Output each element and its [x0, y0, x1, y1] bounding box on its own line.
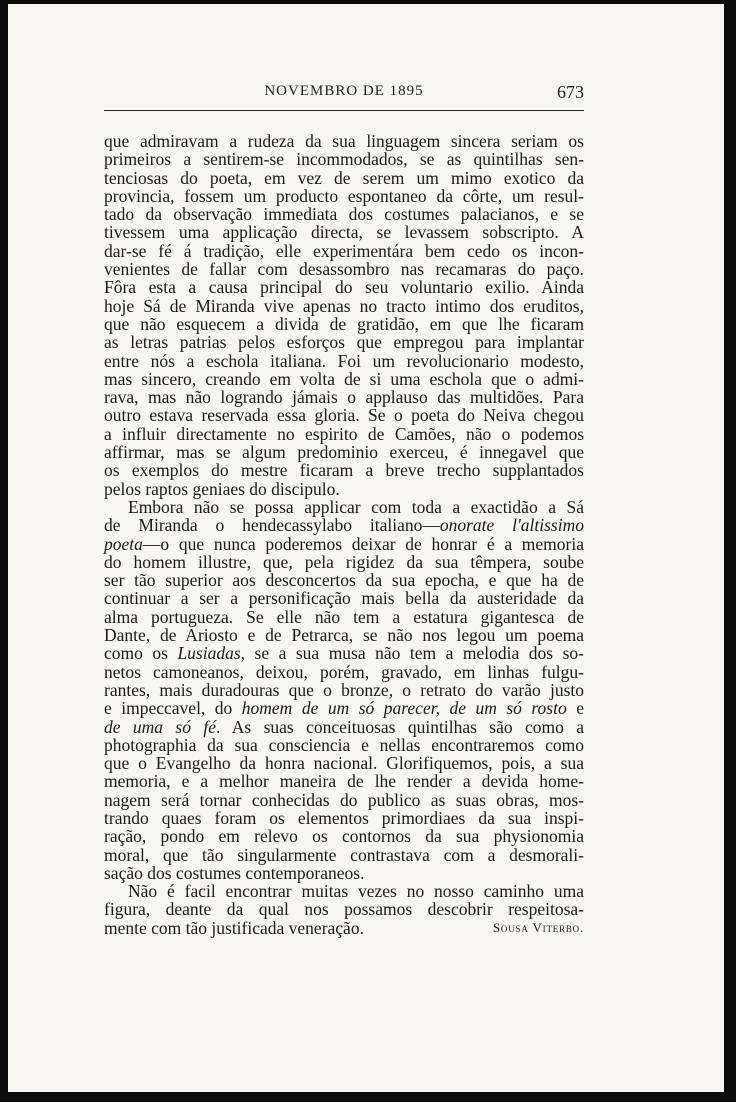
text-line: tado da observação immediata dos costumes palacianos, e se — [104, 204, 584, 225]
text-line: a influir directamente no espirito de Camões, não o podemos — [104, 423, 584, 444]
running-title: NOVEMBRO DE 1895 — [264, 83, 424, 99]
text-line: rava, mas não logrando jámais o applauso das multidões. Para — [104, 387, 584, 408]
text-line: Não é facil encontrar muitas vezes no nosso caminho uma — [128, 881, 584, 902]
text-line: primeiros a sentirem-se incommodados, se as quintilhas sen- — [104, 149, 584, 170]
text-line: nagem será tornar conhecidas do publico as suas obras, mos- — [104, 789, 584, 810]
text-run: de Miranda o hendecassylabo italiano— — [104, 515, 440, 536]
text-line: ser tão superior aos desconcertos da sua epocha, e que ha de — [104, 570, 584, 591]
text-line: entre nós a eschola italiana. Foi um revolucionario modesto, — [104, 350, 584, 371]
text-line: as letras patrias pelos esforços que empregou para implantar — [104, 332, 584, 353]
text-line: alma portugueza. Se elle não tem a estatura gigantesca de — [104, 606, 584, 627]
text-line: mas sincero, creando em volta de si uma eschola que o admi- — [104, 368, 584, 389]
text-run: —o que nunca poderemos deixar de honrar é a memoria — [142, 533, 584, 554]
closing-line — [104, 919, 584, 937]
page-header — [104, 83, 584, 107]
text-line: tenciosas do poeta, em vez de serem um mimo exotico da — [104, 167, 584, 188]
italic-quote: onorate l'altissimo — [439, 515, 584, 536]
text-line — [104, 718, 584, 736]
text-line: que admiravam a rudeza da sua linguagem sincera seriam os — [104, 131, 584, 151]
text-line: que o Evangelho da honra nacional. Glorifiquemos, pois, a sua — [104, 753, 584, 774]
text-line: figura, deante da qual nos possamos descobrir respeitosa- — [104, 899, 584, 920]
text-line: hoje Sá de Miranda vive apenas no tracto intimo dos eruditos, — [104, 295, 584, 316]
paragraph-2 — [104, 498, 584, 882]
author-signature: Sousa Viterbo. — [492, 919, 584, 935]
text-line: Dante, de Ariosto e de Petrarca, se não nos legou um poema — [104, 625, 584, 646]
text-line — [104, 535, 584, 553]
text-run: como os — [104, 643, 178, 664]
text-line: outro estava reservada essa gloria. Se o poeta do Neiva chegou — [104, 405, 584, 426]
text-line: venientes de fallar com desassombro nas recamaras do paço. — [104, 259, 584, 280]
text-line: netos camoneanos, deixou, porém, gravado, em linhas fulgu- — [104, 661, 584, 682]
text-line: affirmar, mas se algum predominio exerceu, é innegavel que — [104, 442, 584, 463]
text-run: e impeccavel, do — [104, 698, 242, 719]
text-run: e — [566, 698, 584, 719]
text-line: continuar a ser a personificação mais bella da austeridade da — [104, 588, 584, 609]
text-line: pelos raptos geniaes do discipulo. — [104, 478, 340, 499]
text-line: dar-se fé á tradição, elle experimentára bem cedo os incon- — [104, 240, 584, 261]
text-line — [104, 644, 584, 662]
text-line — [104, 699, 584, 717]
text-line: os exemplos do mestre ficaram a breve trecho supplantados — [104, 460, 584, 481]
text-line: Fôra esta a causa principal do seu voluntario exilio. Ainda — [104, 277, 584, 298]
text-line: mente com tão justificada veneração. — [104, 917, 364, 938]
book-page — [8, 4, 724, 1092]
text-line: sação dos costumes contemporaneos. — [104, 862, 365, 883]
italic-quote: poeta — [104, 533, 143, 554]
article-body — [104, 132, 584, 937]
text-run: . As suas conceituosas quintilhas são como a — [215, 716, 584, 737]
text-run: , se a sua musa não tem a melodia dos so- — [240, 643, 584, 664]
text-line — [104, 516, 584, 534]
italic-title: Lusiadas — [177, 643, 241, 664]
text-line: do homem illustre, que, pela rigidez da sua têmpera, soube — [104, 551, 584, 572]
paragraph-3 — [104, 882, 584, 937]
text-line: memoria, e a melhor maneira de lhe render a devida home- — [104, 771, 584, 792]
text-line: trando quaes foram os elementos primordiaes da sua inspi- — [104, 807, 584, 828]
italic-quote: homem de um só parecer, de um só rosto — [241, 698, 567, 719]
text-line: provincia, fossem um producto espontaneo da côrte, um resul- — [104, 185, 584, 206]
text-line: ração, pondo em relevo os contornos da sua physionomia — [104, 826, 584, 847]
text-line: photographia da sua consciencia e nellas encontraremos como — [104, 734, 584, 755]
text-line: moral, que tão singularmente contrastava com a desmorali- — [104, 844, 584, 865]
italic-quote: de uma só fé — [104, 716, 216, 737]
text-line: rantes, mais duradouras que o bronze, o retrato do varão justo — [104, 679, 584, 700]
header-rule — [104, 110, 584, 111]
page-number: 673 — [557, 82, 584, 102]
text-line: Embora não se possa applicar com toda a exactidão a Sá — [128, 496, 584, 517]
paragraph-1 — [104, 132, 584, 498]
text-line: tivessem uma applicação directa, se levassem sobscripto. A — [104, 222, 584, 243]
text-line: que não esquecem a divida de gratidão, em que lhe ficaram — [104, 313, 584, 334]
